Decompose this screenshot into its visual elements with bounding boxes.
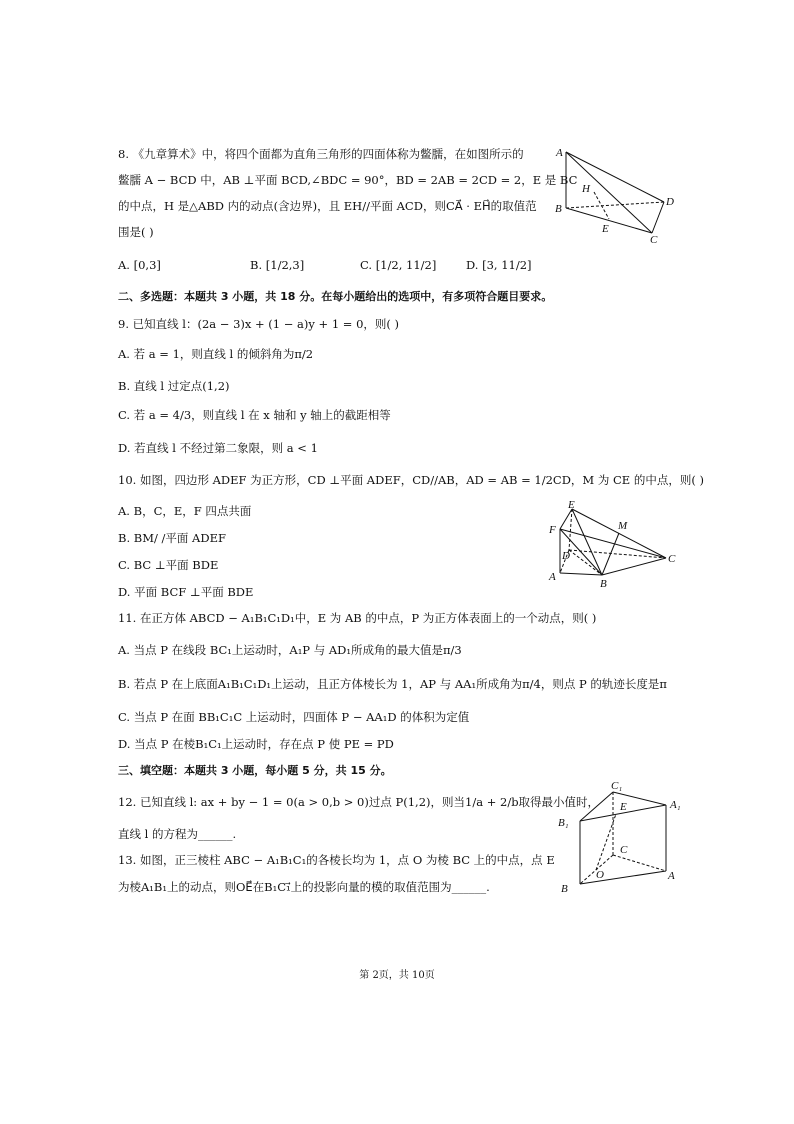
q10-label-f: F	[549, 524, 556, 536]
q8-label-d: D	[666, 196, 674, 208]
q10-option-a: A. B，C，E，F 四点共面	[118, 504, 252, 518]
q8-option-d: D. [3, 11/2]	[466, 258, 532, 272]
q10-label-m: M	[618, 520, 628, 532]
q13-line-1: 13. 如图，正三棱柱 ABC − A₁B₁C₁的各棱长均为 1，点 O 为棱 BC 上的中点，点 E	[118, 853, 555, 867]
q8-label-b: B	[555, 203, 562, 215]
q8-label-a: A	[556, 147, 563, 159]
q13-label-a: A	[668, 870, 675, 882]
q8-option-c: C. [1/2, 11/2]	[360, 258, 437, 272]
q9-option-c: C. 若 a = 4/3，则直线 l 在 x 轴和 y 轴上的截距相等	[118, 408, 391, 422]
q13-label-o: O	[596, 869, 604, 881]
q13-label-e: E	[620, 801, 627, 813]
q10-label-c: C	[668, 553, 676, 565]
q11-option-a: A. 当点 P 在线段 BC₁上运动时，A₁P 与 AD₁所成角的最大值是π/3	[118, 643, 462, 657]
q10-stem: 10. 如图，四边形 ADEF 为正方形，CD ⊥平面 ADEF，CD//AB，AD = AB = 1/2CD，M 为 CE 的中点，则( )	[118, 473, 704, 487]
q10-option-c: C. BC ⊥平面 BDE	[118, 558, 219, 572]
q10-label-e: E	[568, 499, 575, 511]
q8-line-1: 8. 《九章算术》中，将四个面都为直角三角形的四面体称为鳖臑，在如图所示的	[118, 147, 524, 161]
q11-stem: 11. 在正方体 ABCD − A₁B₁C₁D₁中，E 为 AB 的中点，P 为正方体表面上的一个动点，则( )	[118, 611, 597, 625]
q8-option-a: A. [0,3]	[118, 258, 161, 272]
q13-label-c: C	[620, 844, 628, 856]
q8-label-h: H	[582, 183, 590, 195]
q9-option-d: D. 若直线 l 不经过第二象限，则 a < 1	[118, 441, 318, 455]
q10-label-d: D	[562, 550, 570, 562]
q11-option-b: B. 若点 P 在上底面A₁B₁C₁D₁上运动，且正方体棱长为 1，AP 与 AA₁所成角为π/4，则点 P 的轨迹长度是π	[118, 677, 667, 691]
q10-option-d: D. 平面 BCF ⊥平面 BDE	[118, 585, 254, 599]
q8-line-4: 围是( )	[118, 225, 154, 239]
q9-stem: 9. 已知直线 l：(2a − 3)x + (1 − a)y + 1 = 0，则( )	[118, 317, 400, 331]
q8-label-e: E	[602, 223, 609, 235]
section-2-heading: 二、多选题：本题共 3 小题，共 18 分。在每小题给出的选项中，有多项符合题目要求。	[118, 290, 553, 303]
q8-option-b: B. [1/2,3]	[250, 258, 305, 272]
q10-label-a: A	[549, 571, 556, 583]
q8-line-3: 的中点，H 是△ABD 内的动点(含边界)，且 EH//平面 ACD，则CA⃗ · EH⃗的取值范	[118, 199, 537, 213]
section-3-heading: 三、填空题：本题共 3 小题，每小题 5 分，共 15 分。	[118, 764, 392, 777]
q8-tetrahedron-figure	[552, 142, 682, 247]
q9-option-b: B. 直线 l 过定点(1,2)	[118, 379, 230, 393]
q13-label-a1: A₁	[670, 799, 681, 811]
q8-line-2: 鳖臑 A − BCD 中，AB ⊥平面 BCD,∠BDC = 90°，BD = 2AB = 2CD = 2，E 是 BC	[118, 173, 578, 187]
q10-option-b: B. BM/ /平面 ADEF	[118, 531, 226, 545]
q11-option-c: C. 当点 P 在面 BB₁C₁C 上运动时，四面体 P − AA₁D 的体积为定值	[118, 710, 470, 724]
q11-option-d: D. 当点 P 在棱B₁C₁上运动时，存在点 P 使 PE = PD	[118, 737, 394, 751]
page-footer: 第 2页，共 10页	[359, 970, 435, 981]
q10-solid-figure	[545, 498, 685, 590]
q12-line-1: 12. 已知直线 l: ax + by − 1 = 0(a > 0,b > 0)过点 P(1,2)，则当1/a + 2/b取得最小值时，	[118, 795, 600, 809]
q13-label-b1: B₁	[558, 817, 569, 829]
q10-label-b: B	[600, 578, 607, 590]
q8-label-c: C	[650, 234, 658, 246]
q13-line-2: 为棱A₁B₁上的动点，则OE⃗在B₁C₁⃗上的投影向量的模的取值范围为______.	[118, 880, 490, 894]
q13-label-b: B	[561, 883, 568, 895]
q13-prism-figure	[556, 778, 691, 896]
q12-line-2: 直线 l 的方程为______.	[118, 827, 237, 841]
q9-option-a: A. 若 a = 1，则直线 l 的倾斜角为π/2	[118, 347, 314, 361]
q13-label-c1: C₁	[611, 780, 623, 792]
